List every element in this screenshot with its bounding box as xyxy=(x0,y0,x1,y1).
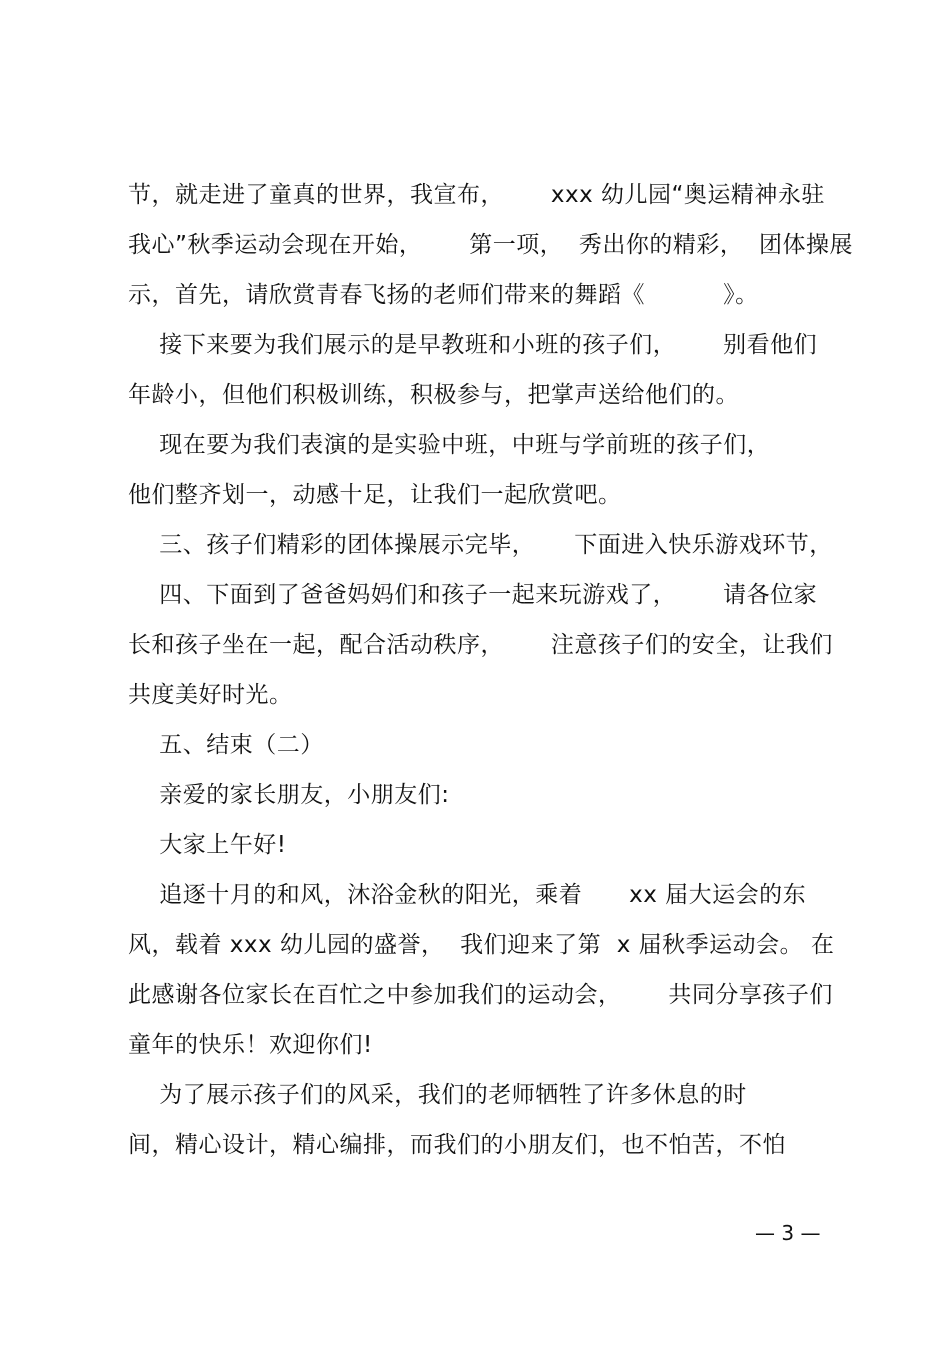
text-line: 亲爱的家长朋友，小朋友们: xyxy=(128,782,450,808)
text-line: 年龄小，但他们积极训练，积极参与，把掌声送给他们的。 xyxy=(128,382,739,408)
text-line: 示，首先，请欣赏青春飞扬的老师们带来的舞蹈《 》。 xyxy=(128,282,759,308)
text-line: 三、孩子们精彩的团体操展示完毕， 下面进入快乐游戏环节， xyxy=(128,532,833,558)
text-line: 现在要为我们表演的是实验中班，中班与学前班的孩子们， xyxy=(128,432,771,458)
text-line: 为了展示孩子们的风采，我们的老师牺牲了许多休息的时 xyxy=(128,1082,747,1108)
text-line: 间，精心设计，精心编排，而我们的小朋友们，也不怕苦，不怕 xyxy=(128,1132,786,1158)
text-line: 五、结束（二） xyxy=(128,732,324,758)
text-line: 共度美好时光。 xyxy=(128,682,293,708)
text-line: 大家上午好! xyxy=(128,832,287,858)
page-number: — 3 — xyxy=(755,1221,821,1245)
text-line: 四、下面到了爸爸妈妈们和孩子一起来玩游戏了， 请各位家 xyxy=(128,582,818,608)
text-line: 童年的快乐！欢迎你们! xyxy=(128,1032,373,1058)
text-line: 风，载着 xxx 幼儿园的盛誉， 我们迎来了第 x 届秋季运动会。 在 xyxy=(128,932,835,958)
text-line: 他们整齐划一，动感十足，让我们一起欣赏吧。 xyxy=(128,482,622,508)
text-line: 长和孩子坐在一起，配合活动秩序， 注意孩子们的安全，让我们 xyxy=(128,632,833,658)
text-line: 节，就走进了童真的世界，我宣布， xxx 幼儿园“奥运精神永驻 xyxy=(128,182,825,208)
text-line: 我心”秋季运动会现在开始， 第一项， 秀出你的精彩， 团体操展 xyxy=(128,232,854,258)
text-line: 追逐十月的和风，沐浴金秋的阳光，乘着 xx 届大运会的东 xyxy=(128,882,807,908)
text-line: 接下来要为我们展示的是早教班和小班的孩子们， 别看他们 xyxy=(128,332,818,358)
text-line: 此感谢各位家长在百忙之中参加我们的运动会， 共同分享孩子们 xyxy=(128,982,833,1008)
